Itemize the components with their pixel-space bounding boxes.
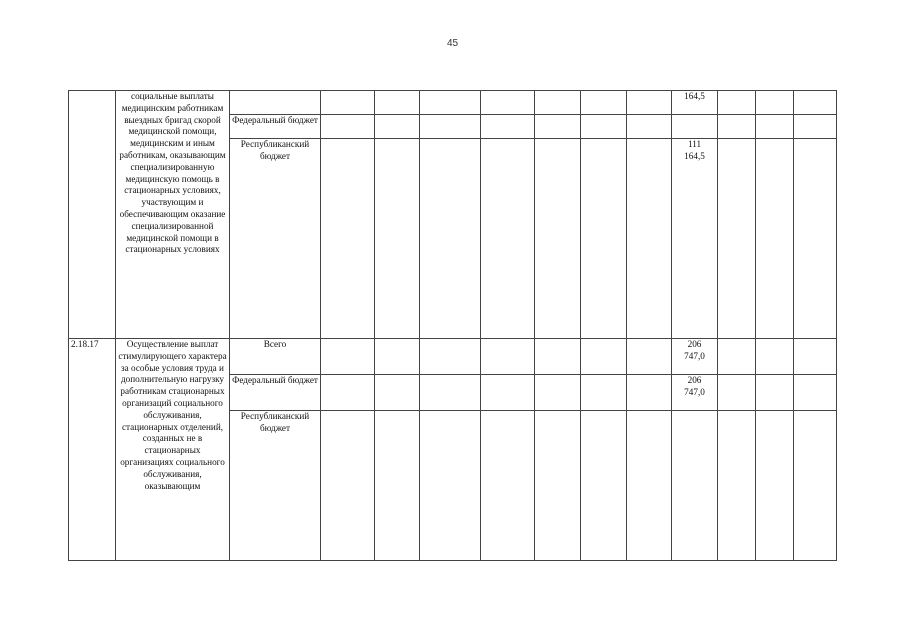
- value-line-2: 747,0: [684, 350, 705, 361]
- row-description: социальные выплаты медицинским работникам выездных бригад скорой медицинской помощи, медицинским и иным работникам, оказывающим специализированную медицинскую помощь в стационарных условиях, участвующим и обеспечивающим оказание специализированной медицинской помощи в стационарных условиях: [116, 91, 230, 339]
- value-cell: [672, 411, 718, 561]
- value-cell: [672, 91, 718, 115]
- source-label: Федеральный бюджет: [230, 115, 321, 139]
- row-description: Осуществление выплат стимулирующего характера за особые условия труда и дополнительную нагрузку работникам стационарных организаций социального обслуживания, стационарных отделений, созданных не в стационарных организациях социального обслуживания, оказывающим: [116, 339, 230, 561]
- value-cell: [672, 375, 718, 411]
- source-label: Всего: [230, 339, 321, 375]
- source-label: Федеральный бюджет: [230, 375, 321, 411]
- value-cell: [672, 139, 718, 339]
- source-label: Республиканский бюджет: [230, 411, 321, 561]
- value-line-2: 164,5: [684, 150, 705, 161]
- table-row: [69, 91, 837, 115]
- page-number: 45: [446, 38, 459, 49]
- budget-table: [68, 90, 837, 561]
- row-code: 2.18.17: [69, 339, 116, 561]
- value-line-1: 111: [687, 139, 702, 149]
- value-line-2: 747,0: [684, 386, 705, 397]
- value-cell: [672, 339, 718, 375]
- source-label: [230, 91, 321, 115]
- row-code: [69, 91, 116, 339]
- value-line-1: 206: [687, 339, 702, 349]
- value-line-1: 164,5: [684, 91, 705, 101]
- table-row: [69, 339, 837, 375]
- source-label: Республиканский бюджет: [230, 139, 321, 339]
- value-cell: [672, 115, 718, 139]
- value-line-1: 206: [687, 375, 702, 385]
